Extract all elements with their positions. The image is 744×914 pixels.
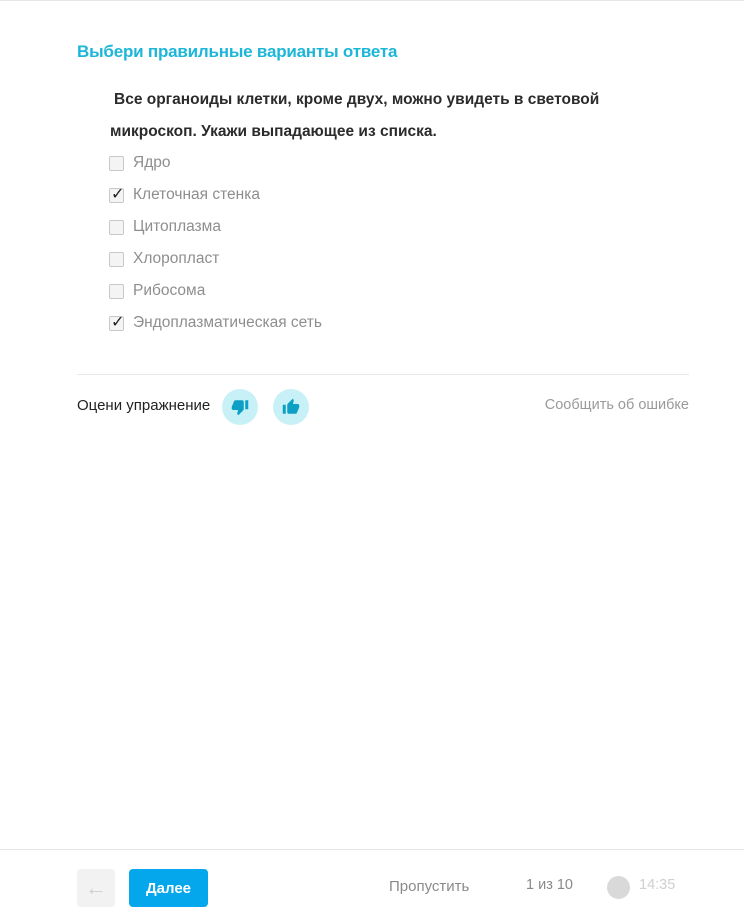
option-label: Рибосома	[133, 282, 206, 299]
checkbox[interactable]	[109, 156, 124, 171]
dislike-button[interactable]	[222, 389, 258, 425]
timer-value: 14:35	[639, 877, 676, 893]
report-error-link[interactable]: Сообщить об ошибке	[544, 397, 689, 413]
option-label: Хлоропласт	[133, 250, 220, 267]
option-label: Ядро	[133, 154, 171, 171]
thumbs-down-icon	[231, 398, 249, 416]
option-ribosome[interactable]	[109, 275, 322, 307]
option-chloroplast[interactable]	[109, 243, 322, 275]
question-text: Все органоиды клетки, кроме двух, можно увидеть в световой микроскоп. Укажи выпадающее из списка.	[110, 91, 600, 140]
rate-exercise-label: Оцени упражнение	[77, 397, 211, 414]
checkbox[interactable]	[109, 313, 125, 331]
progress-counter: 1 из 10	[526, 877, 573, 893]
checkmark-icon: ✓	[111, 185, 125, 203]
checkbox[interactable]	[109, 252, 124, 267]
option-label: Эндоплазматическая сеть	[133, 314, 322, 331]
skip-button[interactable]: Пропустить	[389, 878, 470, 895]
option-label: Цитоплазма	[133, 218, 221, 235]
checkmark-icon: ✓	[111, 313, 125, 331]
thumbs-up-icon	[282, 398, 300, 416]
checkbox[interactable]	[109, 284, 124, 299]
checkbox[interactable]	[109, 220, 124, 235]
option-label: Клеточная стенка	[133, 186, 260, 203]
checkbox[interactable]	[109, 185, 125, 203]
answer-options	[109, 147, 322, 339]
task-title: Выбери правильные варианты ответа	[77, 42, 398, 61]
footer-bar	[0, 849, 744, 914]
option-nucleus[interactable]	[109, 147, 322, 179]
like-button[interactable]	[273, 389, 309, 425]
back-button[interactable]	[77, 869, 115, 907]
divider	[77, 374, 689, 375]
next-button[interactable]: Далее	[129, 869, 208, 907]
arrow-left-icon: ←	[85, 875, 107, 900]
option-cytoplasm[interactable]	[109, 211, 322, 243]
option-cell-wall[interactable]	[109, 179, 322, 211]
option-endoplasmic-reticulum[interactable]	[109, 307, 322, 339]
clock-icon	[607, 876, 630, 899]
